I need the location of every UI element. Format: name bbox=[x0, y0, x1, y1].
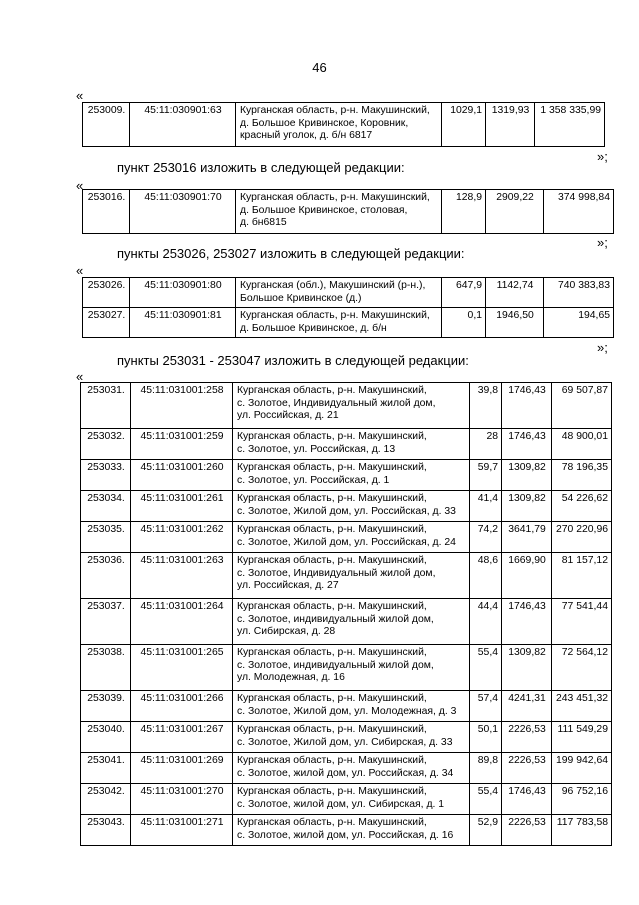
cadastral-value-cell: 117 783,58 bbox=[552, 815, 612, 846]
unit-price-cell: 2226,53 bbox=[502, 753, 552, 784]
address-cell: Курганская область, р-н. Макушинский, с. Золотое, Жилой дом, ул. Молодежная, д. 3 bbox=[233, 691, 470, 722]
table-row bbox=[81, 460, 612, 491]
cadastral-value-cell: 740 383,83 bbox=[544, 278, 614, 308]
table-row bbox=[83, 190, 614, 234]
row-number-cell: 253027. bbox=[83, 308, 130, 338]
cadastral-number-cell: 45:11:031001:261 bbox=[131, 491, 233, 522]
address-cell: Курганская область, р-н. Макушинский, с. Золотое, Жилой дом, ул. Российская, д. 33 bbox=[233, 491, 470, 522]
table-row bbox=[81, 722, 612, 753]
area-cell: 48,6 bbox=[470, 553, 502, 599]
cadastral-number-cell: 45:11:031001:260 bbox=[131, 460, 233, 491]
unit-price-cell: 1309,82 bbox=[502, 460, 552, 491]
table-row bbox=[81, 599, 612, 645]
unit-price-cell: 3641,79 bbox=[502, 522, 552, 553]
open-quote: « bbox=[76, 88, 84, 103]
area-cell: 55,4 bbox=[470, 645, 502, 691]
row-number-cell: 253026. bbox=[83, 278, 130, 308]
unit-price-cell: 1669,90 bbox=[502, 553, 552, 599]
area-cell: 128,9 bbox=[442, 190, 486, 234]
row-number-cell: 253016. bbox=[83, 190, 130, 234]
paragraph-amend-253031-253047: пункты 253031 - 253047 изложить в следующей редакции: bbox=[117, 353, 469, 368]
table-row bbox=[81, 429, 612, 460]
cadastral-number-cell: 45:11:031001:269 bbox=[131, 753, 233, 784]
row-number-cell: 253035. bbox=[81, 522, 131, 553]
cadastral-value-cell: 96 752,16 bbox=[552, 784, 612, 815]
cadastral-number-cell: 45:11:031001:266 bbox=[131, 691, 233, 722]
table-row bbox=[83, 278, 614, 308]
row-number-cell: 253032. bbox=[81, 429, 131, 460]
unit-price-cell: 1946,50 bbox=[486, 308, 544, 338]
cadastral-number-cell: 45:11:030901:63 bbox=[130, 103, 236, 147]
address-cell: Курганская область, р-н. Макушинский, с. Золотое, ул. Российская, д. 13 bbox=[233, 429, 470, 460]
table-row bbox=[83, 103, 605, 147]
cadastral-number-cell: 45:11:031001:265 bbox=[131, 645, 233, 691]
address-cell: Курганская (обл.), Макушинский (р-н.), Большое Кривинское (д.) bbox=[236, 278, 442, 308]
table-row bbox=[83, 308, 614, 338]
area-cell: 28 bbox=[470, 429, 502, 460]
area-cell: 41,4 bbox=[470, 491, 502, 522]
address-cell: Курганская область, р-н. Макушинский, с. Золотое, Индивидуальный жилой дом, ул. Российская, д. 21 bbox=[233, 383, 470, 429]
unit-price-cell: 1746,43 bbox=[502, 599, 552, 645]
table-row bbox=[81, 815, 612, 846]
area-cell: 55,4 bbox=[470, 784, 502, 815]
table-2 bbox=[82, 189, 614, 234]
paragraph-amend-253016: пункт 253016 изложить в следующей редакции: bbox=[117, 160, 405, 175]
table-row bbox=[81, 522, 612, 553]
row-number-cell: 253038. bbox=[81, 645, 131, 691]
table-4 bbox=[80, 382, 612, 846]
area-cell: 52,9 bbox=[470, 815, 502, 846]
close-quote: »; bbox=[597, 235, 608, 250]
cadastral-value-cell: 48 900,01 bbox=[552, 429, 612, 460]
area-cell: 59,7 bbox=[470, 460, 502, 491]
cadastral-number-cell: 45:11:031001:259 bbox=[131, 429, 233, 460]
cadastral-value-cell: 81 157,12 bbox=[552, 553, 612, 599]
cadastral-number-cell: 45:11:031001:271 bbox=[131, 815, 233, 846]
area-cell: 89,8 bbox=[470, 753, 502, 784]
unit-price-cell: 1309,82 bbox=[502, 491, 552, 522]
row-number-cell: 253034. bbox=[81, 491, 131, 522]
address-cell: Курганская область, р-н. Макушинский, с. Золотое, жилой дом, ул. Сибирская, д. 1 bbox=[233, 784, 470, 815]
cadastral-value-cell: 199 942,64 bbox=[552, 753, 612, 784]
cadastral-number-cell: 45:11:031001:270 bbox=[131, 784, 233, 815]
address-cell: Курганская область, р-н. Макушинский, с. Золотое, Индивидуальный жилой дом, ул. Российская, д. 27 bbox=[233, 553, 470, 599]
address-cell: Курганская область, р-н. Макушинский, с. Золотое, жилой дом, ул. Российская, д. 16 bbox=[233, 815, 470, 846]
unit-price-cell: 2226,53 bbox=[502, 722, 552, 753]
table-row bbox=[81, 784, 612, 815]
table-row bbox=[81, 553, 612, 599]
cadastral-value-cell: 77 541,44 bbox=[552, 599, 612, 645]
area-cell: 50,1 bbox=[470, 722, 502, 753]
cadastral-number-cell: 45:11:030901:80 bbox=[130, 278, 236, 308]
address-cell: Курганская область, р-н. Макушинский, д. Большое Кривинское, д. б/н bbox=[236, 308, 442, 338]
cadastral-value-cell: 374 998,84 bbox=[544, 190, 614, 234]
cadastral-value-cell: 78 196,35 bbox=[552, 460, 612, 491]
open-quote: « bbox=[76, 369, 84, 384]
row-number-cell: 253043. bbox=[81, 815, 131, 846]
table-row bbox=[81, 383, 612, 429]
row-number-cell: 253037. bbox=[81, 599, 131, 645]
area-cell: 39,8 bbox=[470, 383, 502, 429]
cadastral-value-cell: 111 549,29 bbox=[552, 722, 612, 753]
close-quote: »; bbox=[597, 340, 608, 355]
paragraph-amend-253026-253027: пункты 253026, 253027 изложить в следующей редакции: bbox=[117, 246, 465, 261]
address-cell: Курганская область, р-н. Макушинский, д. Большое Кривинское, Коровник, красный уголок, д. б/н 6817 bbox=[236, 103, 442, 147]
cadastral-value-cell: 69 507,87 bbox=[552, 383, 612, 429]
open-quote: « bbox=[76, 178, 84, 193]
address-cell: Курганская область, р-н. Макушинский, с. Золотое, Жилой дом, ул. Сибирская, д. 33 bbox=[233, 722, 470, 753]
open-quote: « bbox=[76, 263, 84, 278]
row-number-cell: 253033. bbox=[81, 460, 131, 491]
row-number-cell: 253039. bbox=[81, 691, 131, 722]
cadastral-value-cell: 54 226,62 bbox=[552, 491, 612, 522]
cadastral-value-cell: 243 451,32 bbox=[552, 691, 612, 722]
address-cell: Курганская область, р-н. Макушинский, с. Золотое, Жилой дом, ул. Российская, д. 24 bbox=[233, 522, 470, 553]
cadastral-value-cell: 270 220,96 bbox=[552, 522, 612, 553]
area-cell: 647,9 bbox=[442, 278, 486, 308]
table-3 bbox=[82, 277, 614, 338]
table-row bbox=[81, 491, 612, 522]
cadastral-value-cell: 194,65 bbox=[544, 308, 614, 338]
unit-price-cell: 1746,43 bbox=[502, 383, 552, 429]
address-cell: Курганская область, р-н. Макушинский, с. Золотое, индивидуальный жилой дом, ул. Молодежная, д. 16 bbox=[233, 645, 470, 691]
unit-price-cell: 1309,82 bbox=[502, 645, 552, 691]
row-number-cell: 253042. bbox=[81, 784, 131, 815]
address-cell: Курганская область, р-н. Макушинский, с. Золотое, ул. Российская, д. 1 bbox=[233, 460, 470, 491]
address-cell: Курганская область, р-н. Макушинский, с. Золотое, индивидуальный жилой дом, ул. Сибирская, д. 28 bbox=[233, 599, 470, 645]
row-number-cell: 253031. bbox=[81, 383, 131, 429]
unit-price-cell: 1142,74 bbox=[486, 278, 544, 308]
cadastral-value-cell: 1 358 335,99 bbox=[535, 103, 605, 147]
table-row bbox=[81, 753, 612, 784]
cadastral-number-cell: 45:11:031001:258 bbox=[131, 383, 233, 429]
row-number-cell: 253040. bbox=[81, 722, 131, 753]
unit-price-cell: 1746,43 bbox=[502, 429, 552, 460]
table-row bbox=[81, 645, 612, 691]
table-row bbox=[81, 691, 612, 722]
area-cell: 0,1 bbox=[442, 308, 486, 338]
unit-price-cell: 2909,22 bbox=[486, 190, 544, 234]
unit-price-cell: 1746,43 bbox=[502, 784, 552, 815]
cadastral-value-cell: 72 564,12 bbox=[552, 645, 612, 691]
address-cell: Курганская область, р-н. Макушинский, с. Золотое, жилой дом, ул. Российская, д. 34 bbox=[233, 753, 470, 784]
table-1 bbox=[82, 102, 605, 147]
unit-price-cell: 1319,93 bbox=[486, 103, 535, 147]
area-cell: 57,4 bbox=[470, 691, 502, 722]
cadastral-number-cell: 45:11:031001:263 bbox=[131, 553, 233, 599]
area-cell: 1029,1 bbox=[442, 103, 486, 147]
cadastral-number-cell: 45:11:031001:264 bbox=[131, 599, 233, 645]
cadastral-number-cell: 45:11:031001:262 bbox=[131, 522, 233, 553]
cadastral-number-cell: 45:11:030901:70 bbox=[130, 190, 236, 234]
cadastral-number-cell: 45:11:030901:81 bbox=[130, 308, 236, 338]
unit-price-cell: 4241,31 bbox=[502, 691, 552, 722]
area-cell: 44,4 bbox=[470, 599, 502, 645]
area-cell: 74,2 bbox=[470, 522, 502, 553]
row-number-cell: 253036. bbox=[81, 553, 131, 599]
unit-price-cell: 2226,53 bbox=[502, 815, 552, 846]
page-number: 46 bbox=[312, 60, 327, 75]
address-cell: Курганская область, р-н. Макушинский, д. Большое Кривинское, столовая, д. бн6815 bbox=[236, 190, 442, 234]
cadastral-number-cell: 45:11:031001:267 bbox=[131, 722, 233, 753]
close-quote: »; bbox=[597, 149, 608, 164]
row-number-cell: 253041. bbox=[81, 753, 131, 784]
row-number-cell: 253009. bbox=[83, 103, 130, 147]
